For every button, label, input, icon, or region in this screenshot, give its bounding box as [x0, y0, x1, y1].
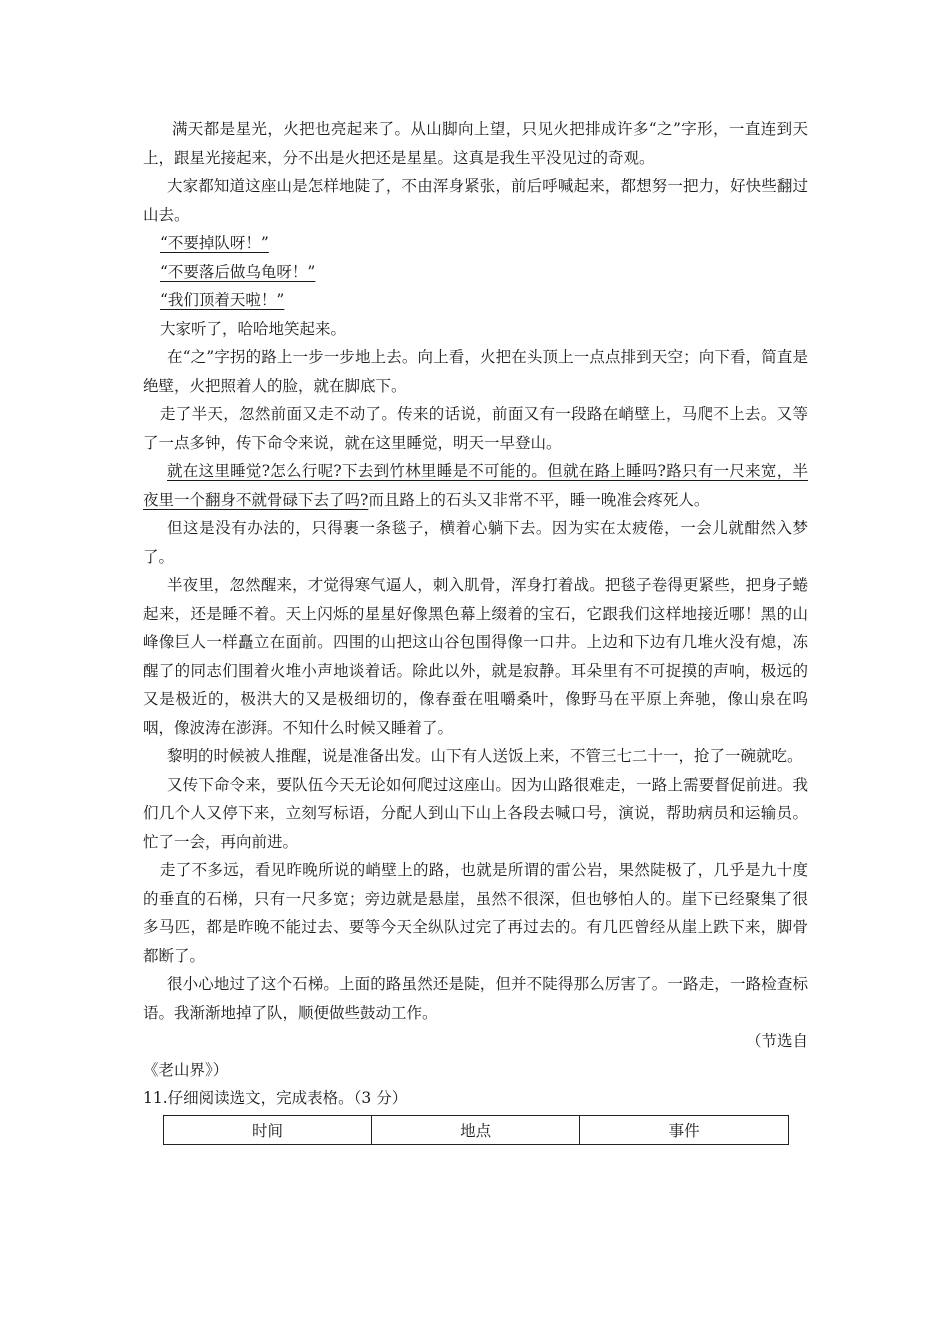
quote-text: “不要落后做乌龟呀！”: [160, 262, 316, 281]
question-11: 11.仔细阅读选文，完成表格。（3 分）: [143, 1089, 408, 1107]
table-header-row: [164, 1115, 789, 1144]
document-page: [143, 115, 808, 1145]
paragraph-4: 在“之”字拐的路上一步一步地上去。向上看，火把在头顶上一点点排到天空；向下看，简直是绝壁，火把照着人的脸，就在脚底下。: [143, 348, 808, 395]
quote-text: “我们顶着天啦！”: [160, 291, 285, 309]
table-header-time: 时间: [164, 1115, 372, 1144]
paragraph-12: 很小心地过了这个石梯。上面的路虽然还是陡，但并不陡得那么厉害了。一路走，一路检查标语。我渐渐地掉了队，顺便做些鼓动工作。: [143, 975, 808, 1022]
table-header-place: 地点: [372, 1115, 580, 1144]
quote-line-2: [143, 258, 808, 287]
quote-line-1: [143, 229, 808, 258]
source-title: 《老山界》）: [143, 1060, 229, 1079]
quote-line-3: [143, 286, 808, 315]
paragraph-3: 大家听了，哈哈地笑起来。: [160, 319, 347, 338]
paragraph-9: 黎明的时候被人推醒，说是准备出发。山下有人送饭上来，不管三七二十一，抢了一碗就吃。: [167, 747, 803, 765]
paragraph-2: 大家都知道这座山是怎样地陡了，不由浑身紧张，前后呼喊起来，都想努一把力，好快些翻过山去。: [143, 177, 808, 224]
paragraph-11: 走了不多远，看见昨晚所说的峭壁上的路，也就是所谓的雷公岩，果然陡极了，几乎是九十度的垂直的石梯，只有一尺多宽；旁边就是悬崖，虽然不很深，但也够怕人的。崖下已经聚集了很多马匹，都是昨晚不能过去、要等今天全纵队过完了再过去的。有几匹曾经从崖上跌下来，脚骨都断了。: [143, 861, 808, 965]
quote-text: “不要掉队呀！”: [160, 234, 269, 252]
answer-table: [163, 1115, 789, 1145]
table-header-event: 事件: [580, 1115, 789, 1144]
source-note: （节选自: [745, 1032, 808, 1050]
paragraph-5: 走了半天，忽然前面又走不动了。传来的话说，前面又有一段路在峭壁上，马爬不上去。又等了一点多钟，传下命令来说，就在这里睡觉，明天一早登山。: [143, 405, 808, 452]
paragraph-6-rest: 而且路上的石头又非常不平，睡一晚准会疼死人。: [368, 490, 710, 509]
paragraph-8: 半夜里，忽然醒来，才觉得寒气逼人，刺入肌骨，浑身打着战。把毯子卷得更紧些，把身子蜷起来，还是睡不着。天上闪烁的星星好像黑色幕上缀着的宝石，它跟我们这样地接近哪！黑的山峰像巨人一样矗立在面前。四围的山把这山谷包围得像一口井。上边和下边有几堆火没有熄，冻醒了的同志们围着火堆小声地谈着话。除此以外，就是寂静。耳朵里有不可捉摸的声响，极远的又是极近的，极洪大的又是极细切的，像春蚕在咀嚼桑叶，像野马在平原上奔驰，像山泉在呜咽，像波涛在澎湃。不知什么时候又睡着了。: [143, 576, 808, 737]
paragraph-6: [143, 457, 808, 514]
paragraph-10: 又传下命令来，要队伍今天无论如何爬过这座山。因为山路很难走，一路上需要督促前进。我们几个人又停下来，立刻写标语，分配人到山下山上各段去喊口号，演说，帮助病员和运输员。忙了一会，再向前进。: [143, 775, 808, 851]
underlined-sentence: 就在这里睡觉?怎么行呢?下去到竹林里睡是不可能的。但就在路上睡吗?路只有一尺来宽，半夜里一个翻身不就骨碌下去了吗?: [143, 462, 808, 509]
paragraph-7: 但这是没有办法的，只得裹一条毯子，横着心躺下去。因为实在太疲倦，一会儿就酣然入梦了。: [143, 519, 808, 566]
paragraph-1: 满天都是星光，火把也亮起来了。从山脚向上望，只见火把排成许多“之”字形，一直连到天上，跟星光接起来，分不出是火把还是星星。这真是我生平没见过的奇观。: [143, 120, 808, 167]
